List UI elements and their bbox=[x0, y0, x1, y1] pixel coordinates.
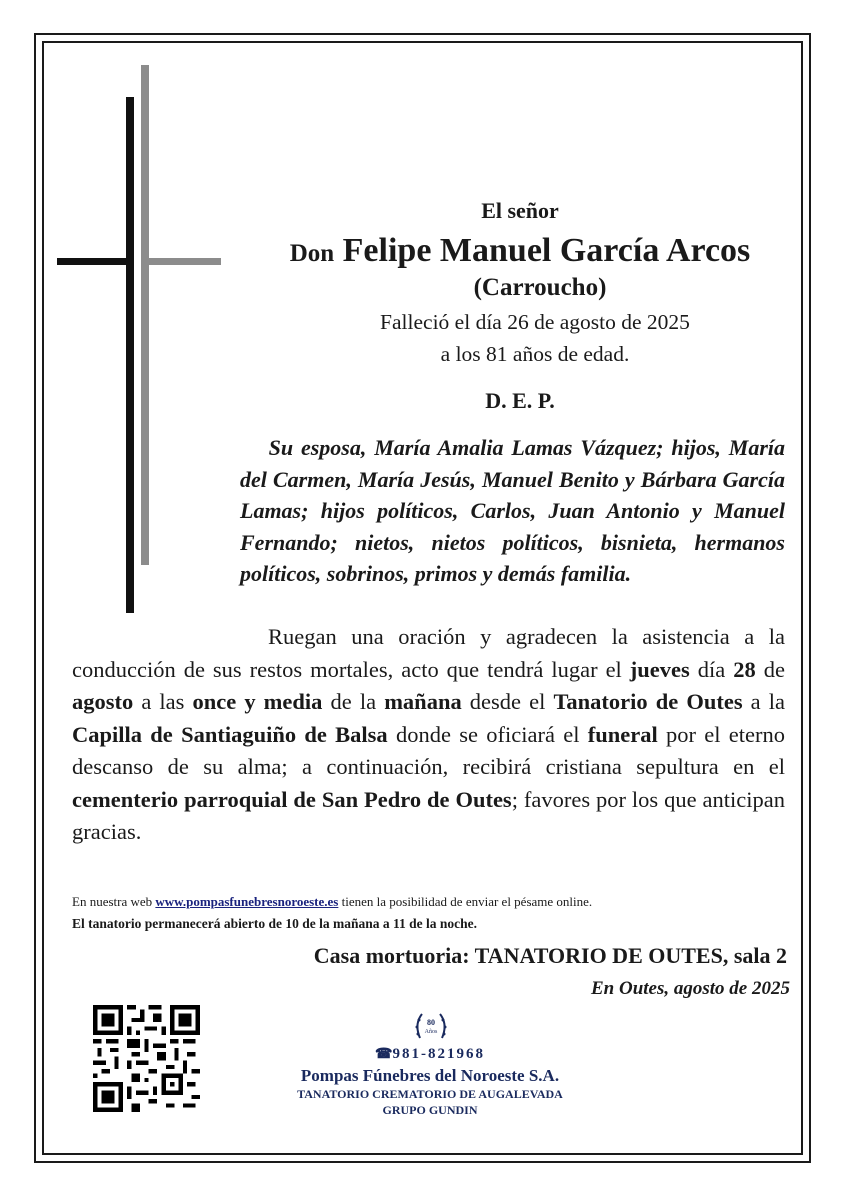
anniversary-badge-icon bbox=[408, 1008, 454, 1048]
death-date-line: Falleció el día 26 de agosto de 2025 bbox=[380, 310, 690, 334]
bold-month: agosto bbox=[72, 689, 134, 714]
crematorium-name: TANATORIO CREMATORIO DE AUGALEVADA bbox=[297, 1087, 563, 1101]
cross-black-vertical bbox=[126, 97, 134, 613]
intro-text: El señor bbox=[481, 198, 559, 223]
dep-text: D. E. P. bbox=[485, 388, 555, 413]
phone-icon: ☎ bbox=[375, 1047, 393, 1062]
name-prefix: Don bbox=[289, 240, 335, 267]
age-line: a los 81 años de edad. bbox=[440, 342, 630, 366]
full-name: Felipe Manuel García Arcos bbox=[342, 232, 751, 269]
family-paragraph: Su esposa, María Amalia Lamas Vázquez; hijos, María del Carmen, María Jesús, Manuel Benito y Bárbara García Lamas; hijos políticos, Carlos, Juan Antonio y Manuel Fernando; nietos, nietos políticos, bisnieta, hermanos políticos, sobrinos, primos y demás familia. bbox=[240, 435, 785, 586]
place-date: En Outes, agosto de 2025 bbox=[591, 978, 790, 999]
group-name: GRUPO GUNDIN bbox=[382, 1103, 478, 1117]
ceremony-paragraph: Ruegan una oración y agradecen la asistencia a la conducción de sus restos mortales, acto que tendrá lugar el jueves día 28 de agosto a las once y media de la mañana desde el Tanatorio de Outes a la Capilla de Santiaguiño de Balsa donde se oficiará el funeral por el eterno descanso de su alma; a continuación, recibirá cristiana sepultura en el cementerio parroquial de San Pedro de Outes; favores por los que anticipan gracias. bbox=[72, 624, 786, 844]
badge-number: 80 bbox=[427, 1018, 435, 1027]
mortuary-house: Casa mortuoria: TANATORIO DE OUTES, sala 2 bbox=[313, 943, 787, 968]
bold-funeral: funeral bbox=[587, 721, 658, 747]
web-note: En nuestra web www.pompasfunebresnoroeste.es tienen la posibilidad de enviar el pésame online. bbox=[72, 894, 593, 909]
bold-origin: Tanatorio de Outes bbox=[553, 689, 743, 714]
qr-code[interactable] bbox=[93, 1005, 200, 1112]
bold-date: 28 bbox=[733, 656, 756, 682]
bold-chapel: Capilla de Santiaguiño de Balsa bbox=[72, 721, 388, 747]
bold-day: jueves bbox=[629, 656, 690, 682]
cross-black-arm bbox=[57, 258, 134, 265]
bold-time: once y media bbox=[192, 689, 323, 714]
deceased-name bbox=[240, 232, 800, 270]
cross-gray-vertical bbox=[141, 65, 149, 565]
opening-hours: El tanatorio permanecerá abierto de 10 de la mañana a 11 de la noche. bbox=[72, 916, 477, 931]
badge-text: Años bbox=[424, 1029, 438, 1035]
cross-gray-arm bbox=[141, 258, 221, 265]
bold-cemetery: cementerio parroquial de San Pedro de Outes bbox=[72, 786, 512, 812]
cross-icon bbox=[55, 65, 225, 615]
nickname: (Carroucho) bbox=[473, 274, 607, 301]
company-name: Pompas Fúnebres del Noroeste S.A. bbox=[300, 1066, 560, 1085]
website-link[interactable]: www.pompasfunebresnoroeste.es bbox=[155, 894, 339, 909]
bold-period: mañana bbox=[384, 689, 462, 714]
phone-number[interactable]: ☎981-821968 bbox=[375, 1046, 485, 1062]
